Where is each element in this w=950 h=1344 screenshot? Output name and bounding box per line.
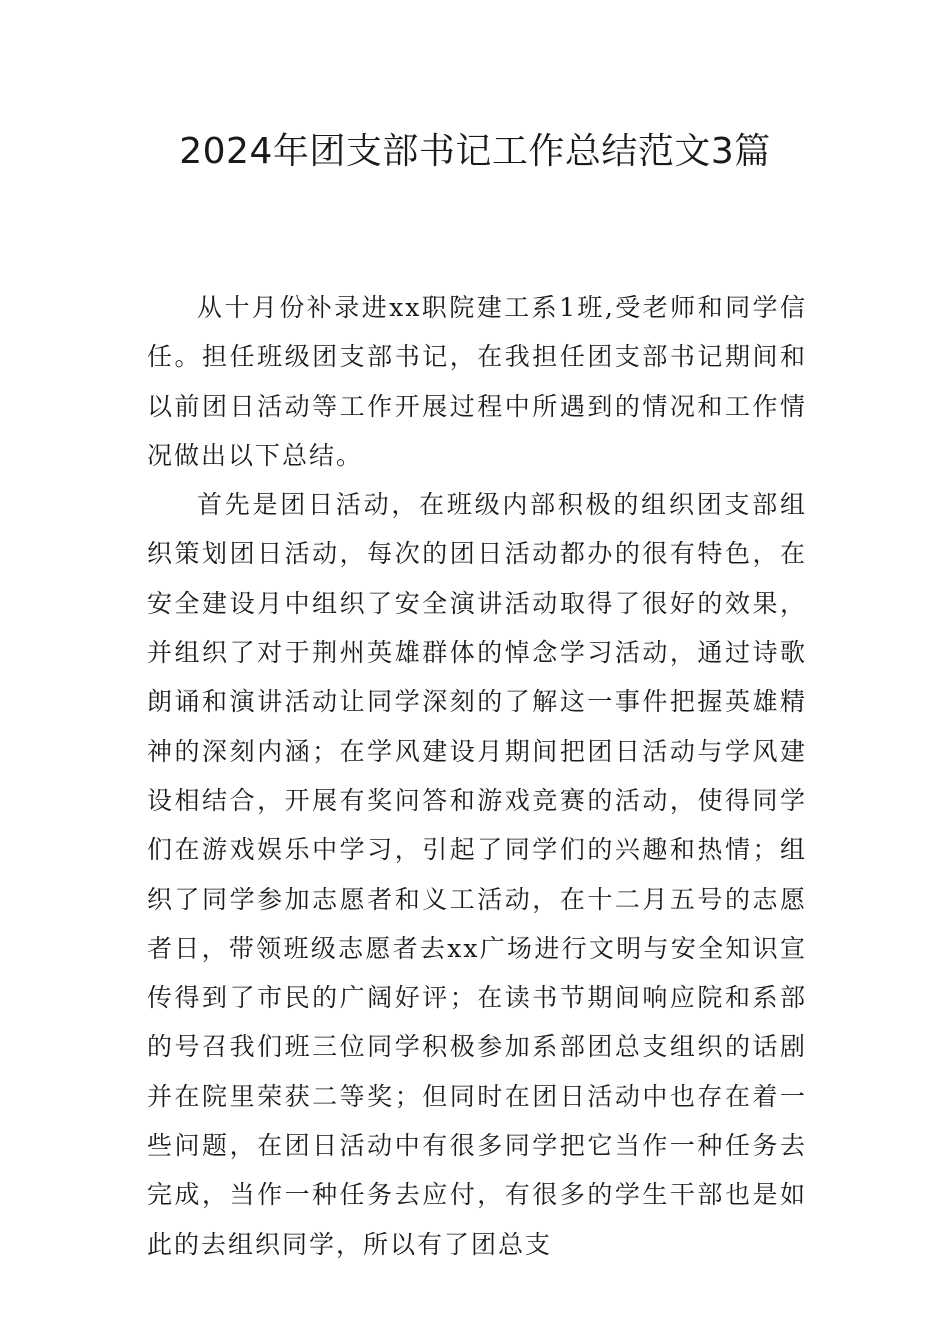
paragraph-activities: 首先是团日活动，在班级内部积极的组织团支部组织策划团日活动，每次的团日活动都办的很有特色，在安全建设月中组织了安全演讲活动取得了很好的效果，并组织了对于荆州英雄群体的悼念学习活动，通过诗歌朗诵和演讲活动让同学深刻的了解这一事件把握英雄精神的深刻内涵；在学风建设月期间把团日活动与学风建设相结合，开展有奖问答和游戏竞赛的活动，使得同学们在游戏娱乐中学习，引起了同学们的兴趣和热情；组织了同学参加志愿者和义工活动，在十二月五号的志愿者日，带领班级志愿者去xx广场进行文明与安全知识宣传得到了市民的广阔好评；在读书节期间响应院和系部的号召我们班三位同学积极参加系部团总支组织的话剧并在院里荣获二等奖；但同时在团日活动中也存在着一些问题，在团日活动中有很多同学把它当作一种任务去完成，当作一种任务去应付，有很多的学生干部也是如此的去组织同学，所以有了团总支 <box>147 490 807 1259</box>
paragraph-intro: 从十月份补录进xx职院建工系1班,受老师和同学信任。担任班级团支部书记，在我担任团支部书记期间和以前团日活动等工作开展过程中所遇到的情况和工作情况做出以下总结。 <box>147 293 807 470</box>
document-title: 2024年团支部书记工作总结范文3篇 <box>179 131 771 172</box>
document-body <box>147 283 807 1269</box>
